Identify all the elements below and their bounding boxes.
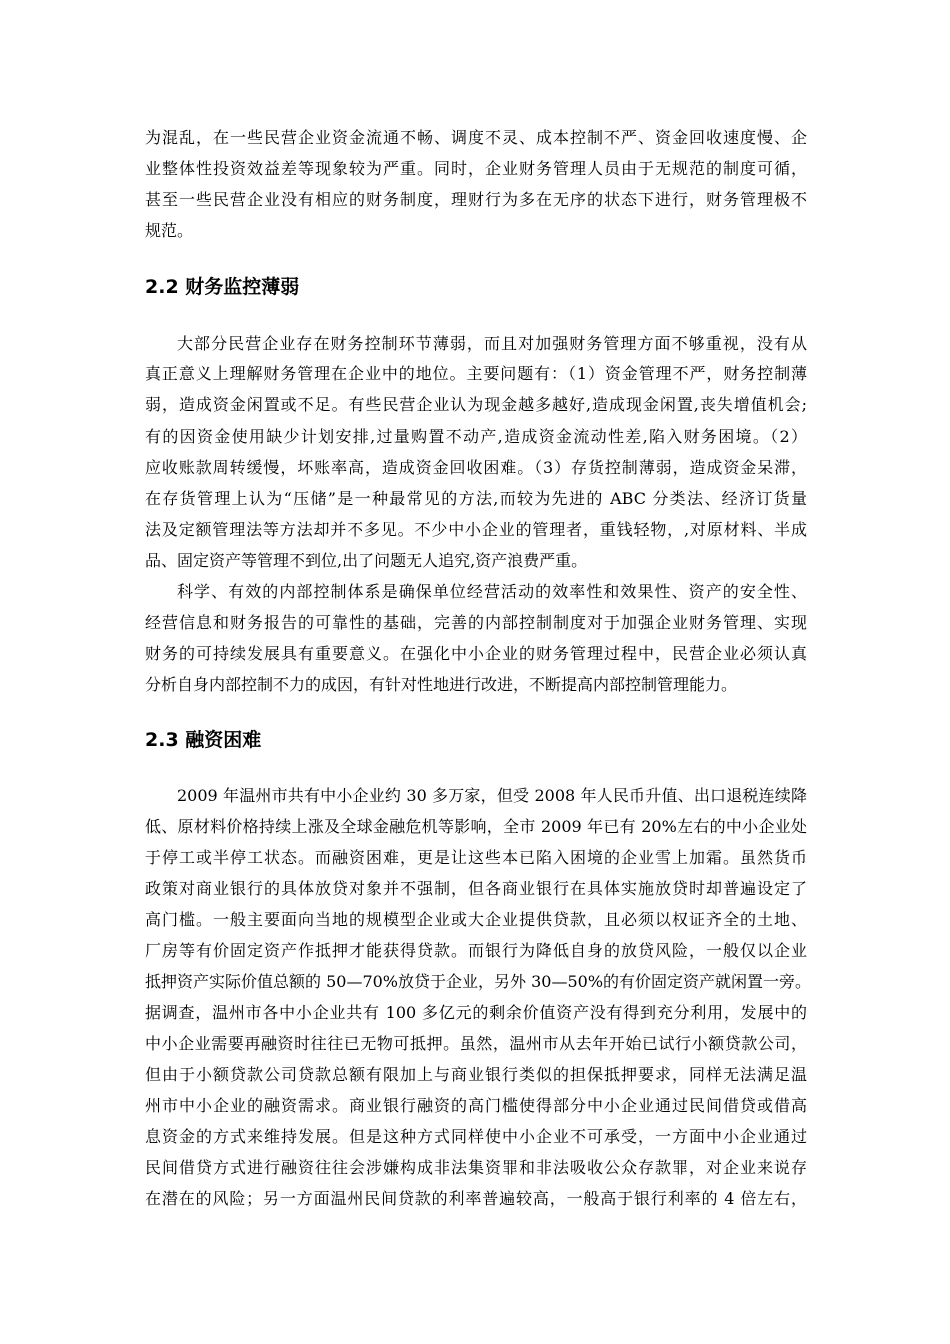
section-heading-2-3: 2.3 融资困难 [145, 729, 262, 751]
text-line: 甚至一些民营企业没有相应的财务制度，理财行为多在无序的状态下进行，财务管理极不 [145, 190, 807, 209]
text-line: 厂房等有价固定资产作抵押才能获得贷款。而银行为降低自身的放贷风险，一般仅以企业 [145, 941, 807, 960]
text-line: 规范。 [145, 221, 194, 240]
text-line: 经营信息和财务报告的可靠性的基础，完善的内部控制制度对于加强企业财务管理、实现 [145, 613, 807, 632]
text-line: 在存货管理上认为“压储”是一种最常见的方法,而较为先进的 ABC 分类法、经济订货量 [145, 489, 807, 508]
text-line: 品、固定资产等管理不到位,出了问题无人追究,资产浪费严重。 [145, 551, 588, 570]
text-line: 州市中小企业的融资需求。商业银行融资的高门槛使得部分中小企业通过民间借贷或借高 [145, 1096, 807, 1115]
text-line: 大部分民营企业存在财务控制环节薄弱，而且对加强财务管理方面不够重视，没有从 [177, 334, 807, 353]
text-line: 真正意义上理解财务管理在企业中的地位。主要问题有：（1）资金管理不严，财务控制薄 [145, 364, 807, 383]
text-line: 弱，造成资金闲置或不足。有些民营企业认为现金越多越好,造成现金闲置,丧失增值机会; [145, 395, 807, 414]
text-line: 业整体性投资效益差等现象较为严重。同时，企业财务管理人员由于无规范的制度可循， [145, 159, 807, 178]
text-line: 但由于小额贷款公司贷款总额有限加上与商业银行类似的担保抵押要求，同样无法满足温 [145, 1065, 807, 1084]
text-line: 为混乱，在一些民营企业资金流通不畅、调度不灵、成本控制不严、资金回收速度慢、企 [145, 128, 807, 147]
text-line: 科学、有效的内部控制体系是确保单位经营活动的效率性和效果性、资产的安全性、 [177, 582, 807, 601]
text-line: 中小企业需要再融资时往往已无物可抵押。虽然，温州市从去年开始已试行小额贷款公司， [145, 1034, 807, 1053]
text-line: 财务的可持续发展具有重要意义。在强化中小企业的财务管理过程中，民营企业必须认真 [145, 644, 807, 663]
text-line: 息资金的方式来维持发展。但是这种方式同样使中小企业不可承受，一方面中小企业通过 [145, 1127, 807, 1146]
text-line: 法及定额管理法等方法却并不多见。不少中小企业的管理者，重钱轻物，,对原材料、半成 [145, 520, 807, 539]
text-line: 抵押资产实际价值总额的 50—70%放贷于企业，另外 30—50%的有价固定资产就闲置一旁。 [145, 972, 812, 991]
text-line: 在潜在的风险；另一方面温州民间贷款的利率普遍较高，一般高于银行利率的 4 倍左右， [145, 1189, 807, 1208]
text-line: 低、原材料价格持续上涨及全球金融危机等影响，全市 2009 年已有 20%左右的中小企业处 [145, 817, 807, 836]
text-line: 民间借贷方式进行融资往往会涉嫌构成非法集资罪和非法吸收公众存款罪，对企业来说存 [145, 1158, 807, 1177]
text-line: 应收账款周转缓慢，坏账率高，造成资金回收困难。（3）存货控制薄弱，造成资金呆滞， [145, 458, 807, 477]
text-line: 高门槛。一般主要面向当地的规模型企业或大企业提供贷款，且必须以权证齐全的土地、 [145, 910, 807, 929]
text-line: 据调查，温州市各中小企业共有 100 多亿元的剩余价值资产没有得到充分利用，发展中的 [145, 1003, 807, 1022]
text-line: 分析自身内部控制不力的成因，有针对性地进行改进，不断提高内部控制管理能力。 [145, 675, 738, 694]
text-line: 于停工或半停工状态。而融资困难，更是让这些本已陷入困境的企业雪上加霜。虽然货币 [145, 848, 807, 867]
text-line: 有的因资金使用缺少计划安排,过量购置不动产,造成资金流动性差,陷入财务困境。（2） [145, 427, 807, 446]
section-heading-2-2: 2.2 财务监控薄弱 [145, 276, 300, 298]
text-line: 2009 年温州市共有中小企业约 30 多万家，但受 2008 年人民币升值、出口退税连续降 [177, 786, 807, 805]
text-line: 政策对商业银行的具体放贷对象并不强制，但各商业银行在具体实施放贷时却普遍设定了 [145, 879, 807, 898]
